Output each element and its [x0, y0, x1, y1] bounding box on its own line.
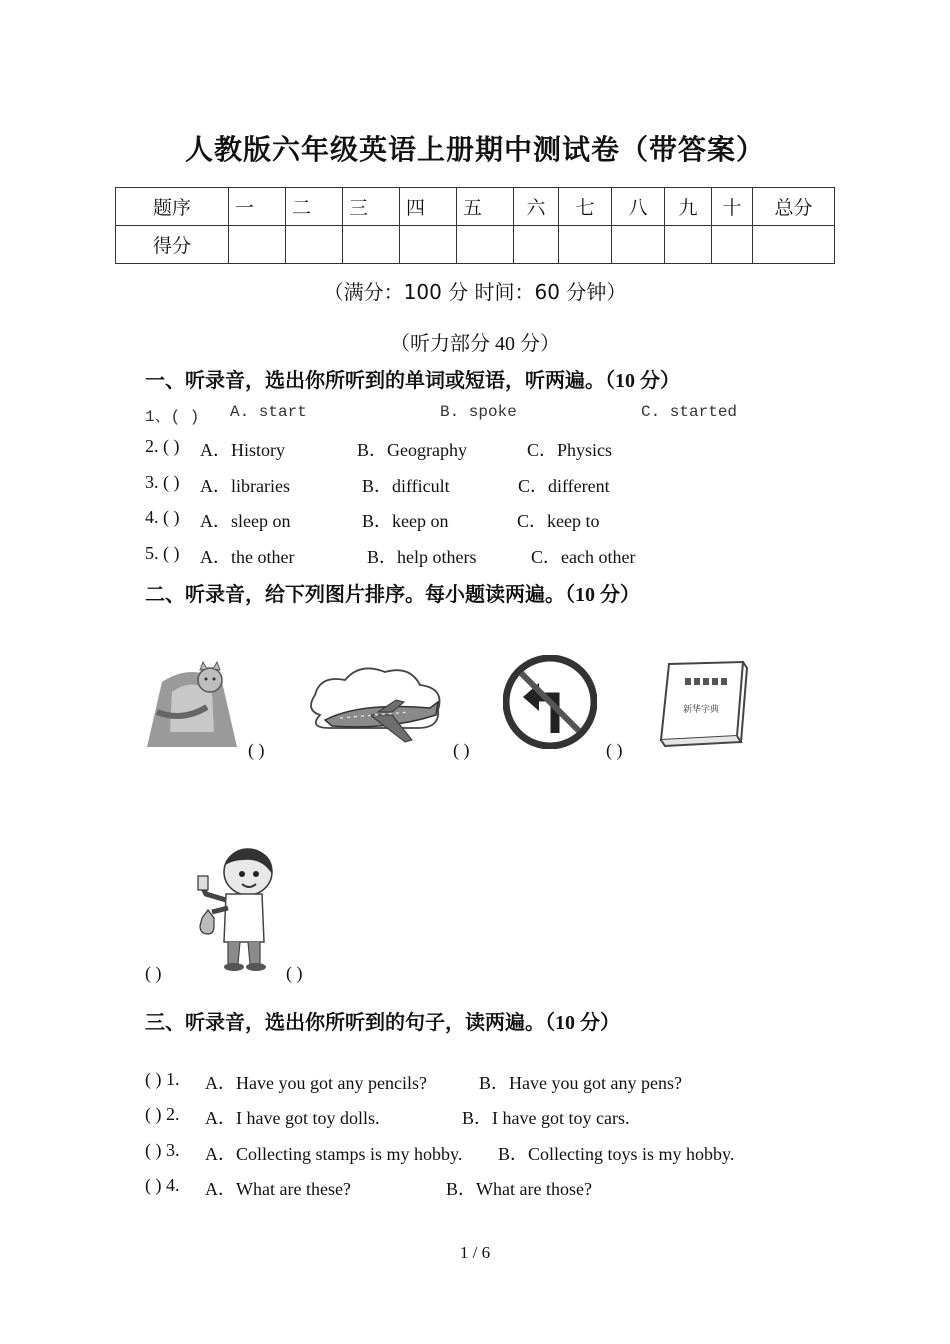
s3-q2-number: ( ) 2.	[145, 1104, 180, 1124]
s3-q4-option-b[interactable]: B．What are those?	[446, 1179, 592, 1199]
q1-option-a[interactable]: A. start	[230, 403, 307, 421]
q4-number: 4. ( )	[145, 507, 180, 527]
q5-number: 5. ( )	[145, 543, 180, 563]
page-number: 1 / 6	[459, 1243, 491, 1262]
section3-heading: 三、听录音，选出你所听到的句子，读两遍。（10 分）	[145, 1012, 620, 1034]
page-title: 人教版六年级英语上册期中测试卷（带答案）	[184, 135, 765, 166]
q5-option-b[interactable]: B．help others	[367, 547, 477, 567]
q1-option-c[interactable]: C. started	[641, 403, 738, 421]
airplane-image	[300, 660, 448, 752]
pic-blank-2[interactable]: ( )	[453, 740, 470, 760]
s3-q2-option-b[interactable]: B．I have got toy cars.	[462, 1108, 630, 1128]
score-input-cell[interactable]	[229, 226, 286, 264]
person-holding-cat-image	[142, 652, 242, 752]
q2-option-b[interactable]: B．Geography	[357, 440, 467, 460]
score-table-cell: 一	[229, 188, 286, 226]
pic-blank-5[interactable]: ( )	[286, 963, 303, 983]
pic-blank-1[interactable]: ( )	[248, 740, 265, 760]
score-table-cell: 五	[457, 188, 514, 226]
q4-option-a[interactable]: A．sleep on	[200, 511, 291, 531]
score-table-cell: 三	[343, 188, 400, 226]
score-input-cell[interactable]	[612, 226, 665, 264]
s3-q1-number: ( ) 1.	[145, 1069, 180, 1089]
score-table-cell: 二	[286, 188, 343, 226]
score-table-cell: 六	[514, 188, 559, 226]
s3-q3-option-a[interactable]: A．Collecting stamps is my hobby.	[205, 1144, 463, 1164]
q3-option-a[interactable]: A．libraries	[200, 476, 290, 496]
dictionary-book-image	[655, 656, 751, 748]
section2-heading: 二、听录音，给下列图片排序。每小题读两遍。（10 分）	[145, 584, 640, 606]
section1-heading: 一、听录音，选出你所听到的单词或短语，听两遍。（10 分）	[145, 370, 680, 392]
listening-part-label: （听力部分 40 分）	[390, 333, 560, 355]
score-table-score-row	[116, 226, 835, 264]
q4-option-b[interactable]: B．keep on	[362, 511, 449, 531]
score-input-cell[interactable]	[753, 226, 835, 264]
pic-blank-4[interactable]: ( )	[145, 963, 162, 983]
score-table-cell: 总分	[753, 188, 835, 226]
score-table-cell: 八	[612, 188, 665, 226]
q2-option-c[interactable]: C．Physics	[527, 440, 613, 460]
score-table-cell: 十	[712, 188, 753, 226]
q4-option-c[interactable]: C．keep to	[517, 511, 600, 531]
score-input-cell[interactable]	[559, 226, 612, 264]
score-table-cell: 得分	[116, 226, 229, 264]
score-input-cell[interactable]	[712, 226, 753, 264]
score-table-cell: 七	[559, 188, 612, 226]
q3-option-c[interactable]: C．different	[518, 476, 610, 496]
s3-q3-number: ( ) 3.	[145, 1140, 180, 1160]
q1-option-b[interactable]: B. spoke	[440, 403, 517, 421]
score-table	[115, 187, 835, 264]
q3-number: 3. ( )	[145, 472, 180, 492]
exam-info: （满分：100 分 时间：60 分钟）	[323, 280, 627, 304]
s3-q4-number: ( ) 4.	[145, 1175, 180, 1195]
q5-option-a[interactable]: A．the other	[200, 547, 295, 567]
s3-q3-option-b[interactable]: B．Collecting toys is my hobby.	[498, 1144, 735, 1164]
s3-q4-option-a[interactable]: A．What are these?	[205, 1179, 351, 1199]
q1-number: 1、( )	[145, 408, 200, 426]
s3-q1-option-a[interactable]: A．Have you got any pencils?	[205, 1073, 427, 1093]
score-table-cell: 四	[400, 188, 457, 226]
q2-option-a[interactable]: A．History	[200, 440, 285, 460]
pic-blank-3[interactable]: ( )	[606, 740, 623, 760]
score-input-cell[interactable]	[514, 226, 559, 264]
score-input-cell[interactable]	[400, 226, 457, 264]
score-input-cell[interactable]	[665, 226, 712, 264]
score-table-cell: 题序	[116, 188, 229, 226]
score-input-cell[interactable]	[343, 226, 400, 264]
no-left-turn-sign-image	[503, 655, 597, 749]
score-table-cell: 九	[665, 188, 712, 226]
s3-q1-option-b[interactable]: B．Have you got any pens?	[479, 1073, 682, 1093]
dictionary-cover-text: 新华字典	[682, 705, 720, 715]
score-input-cell[interactable]	[286, 226, 343, 264]
q5-option-c[interactable]: C．each other	[531, 547, 636, 567]
q3-option-b[interactable]: B．difficult	[362, 476, 450, 496]
boy-doing-experiment-image	[192, 846, 278, 972]
score-table-header-row	[116, 188, 835, 226]
s3-q2-option-a[interactable]: A．I have got toy dolls.	[205, 1108, 380, 1128]
score-input-cell[interactable]	[457, 226, 514, 264]
q2-number: 2. ( )	[145, 436, 180, 456]
